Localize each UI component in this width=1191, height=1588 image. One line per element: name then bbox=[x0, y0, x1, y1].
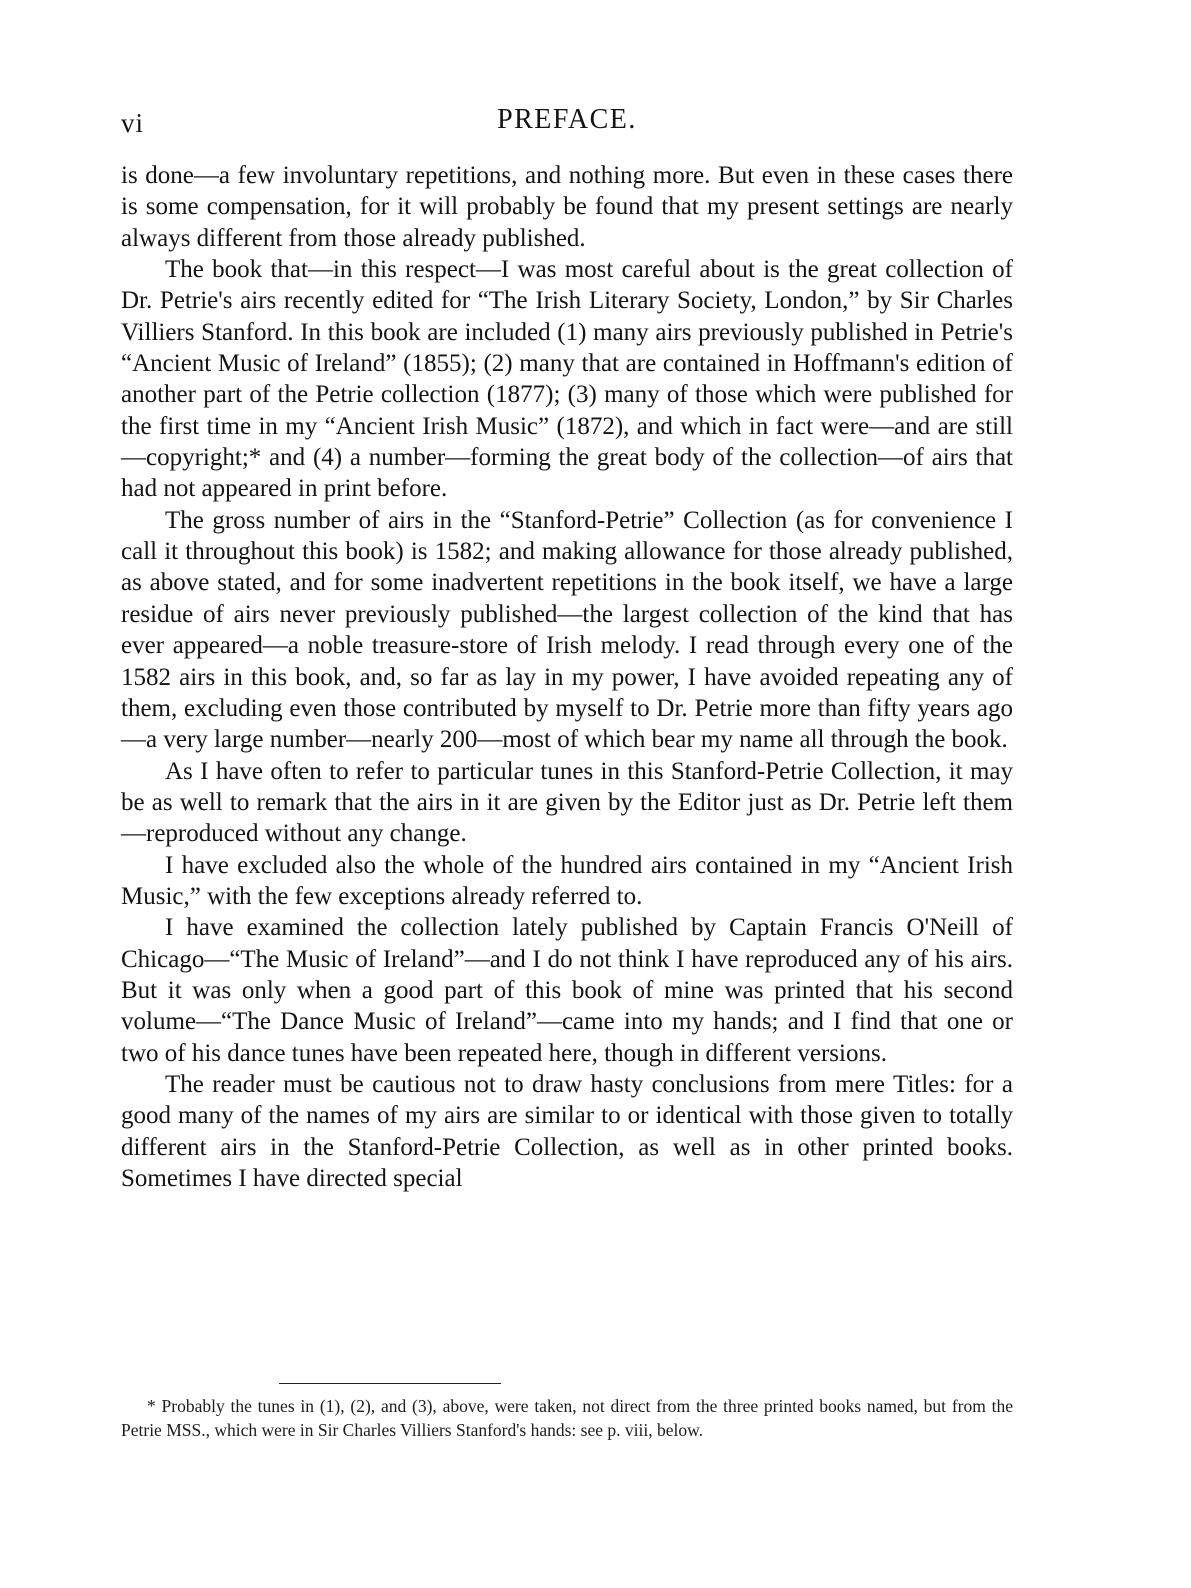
paragraph-excluded-airs: I have excluded also the whole of the hundred airs contained in my “Ancient Irish Music,” with the few exceptions already referred to. bbox=[121, 851, 1013, 910]
paragraph-continued: is done—a few involuntary repetitions, and nothing more. But even in these cases there is some compensation, for it will probably be found that my present settings are nearly always different from those already published. bbox=[121, 162, 1013, 252]
paragraph-reference-tunes: As I have often to refer to particular tunes in this Stanford-Petrie Collection, it may be as well to remark that the airs in it are given by the Editor just as Dr. Petrie left them—reproduced without any change. bbox=[121, 757, 1013, 848]
footnote: * Probably the tunes in (1), (2), and (3), above, were taken, not direct from the three printed books named, but from the Petrie MSS., which were in Sir Charles Villiers Stanford's hands: see p. viii, below. bbox=[121, 1396, 1013, 1440]
page-title: PREFACE. bbox=[497, 104, 637, 135]
body-text bbox=[121, 160, 1013, 1194]
paragraph-gross-number-of-airs: The gross number of airs in the “Stanford-Petrie” Collection (as for convenience I call it throughout this book) is 1582; and making allowance for those already published, as above stated, and for some inadvertent repetitions in the book itself, we have a large residue of airs never previously published—the largest collection of the kind that has ever appeared—a noble treasure-store of Irish melody. I read through every one of the 1582 airs in this book, and, so far as lay in my power, I have avoided repeating any of them, excluding even those contributed by myself to Dr. Petrie more than fifty years ago—a very large number—nearly 200—most of which bear my name all through the book. bbox=[121, 506, 1013, 754]
running-head bbox=[121, 100, 1013, 140]
paragraph-stanford-petrie-collection: The book that—in this respect—I was most careful about is the great collection of Dr. Petrie's airs recently edited for “The Irish Literary Society, London,” by Sir Charles Villiers Stanford. In this book are included (1) many airs previously published in Petrie's “Ancient Music of Ireland” (1855); (2) many that are contained in Hoffmann's edition of another part of the Petrie collection (1877); (3) many of those which were published for the first time in my “Ancient Irish Music” (1872), and which in fact were—and are still—copyright;* and (4) a number—forming the great body of the collection—of airs that had not appeared in print before. bbox=[121, 256, 1013, 503]
paragraph-oneill-collection: I have examined the collection lately published by Captain Francis O'Neill of Chicago—“The Music of Ireland”—and I do not think I have reproduced any of his airs. But it was only when a good part of this book of mine was printed that his second volume—“The Dance Music of Ireland”—came into my hands; and I find that one or two of his dance tunes have been repeated here, though in different versions. bbox=[121, 914, 1013, 1067]
paragraph-titles-caution: The reader must be cautious not to draw hasty conclusions from mere Titles: for a good many of the names of my airs are similar to or identical with those given to totally different airs in the Stanford-Petrie Collection, as well as in other printed books. Sometimes I have directed special bbox=[121, 1070, 1013, 1192]
footnote-divider bbox=[279, 1383, 501, 1384]
page-number: vi bbox=[121, 108, 145, 138]
page bbox=[121, 100, 1013, 1194]
